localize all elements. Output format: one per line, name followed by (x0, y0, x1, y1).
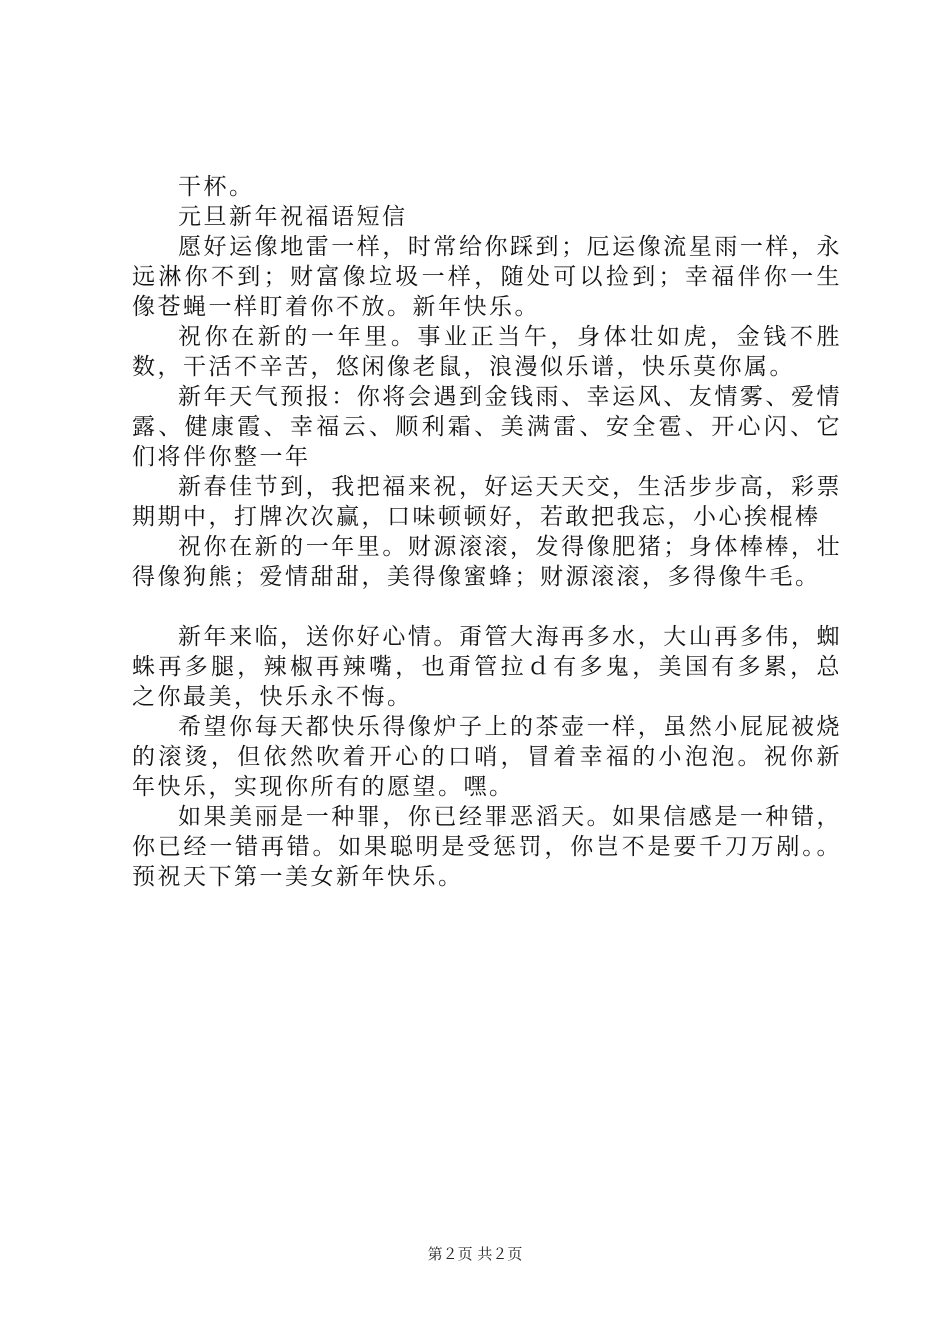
section-heading: 元旦新年祝福语短信 (178, 204, 408, 230)
paragraph-spring-festival: 新春佳节到，我把福来祝，好运天天交，生活步步高，彩票期期中，打牌次次赢，口味顿顿好，若敢把我忘，小心挨棍棒 (132, 474, 842, 530)
paragraph-teapot: 希望你每天都快乐得像炉子上的茶壶一样，虽然小屁屁被烧的滚烫，但依然吹着开心的口哨，冒着幸福的小泡泡。祝你新年快乐，实现你所有的愿望。嘿。 (132, 714, 842, 800)
paragraph-cheers: 干杯。 (178, 174, 255, 200)
document-body (132, 172, 842, 892)
paragraph-career: 祝你在新的一年里。事业正当午，身体壮如虎，金钱不胜数，干活不辛苦，悠闲像老鼠，浪漫似乐谱，快乐莫你属。 (132, 324, 842, 380)
paragraph-good-mood: 新年来临，送你好心情。甭管大海再多水，大山再多伟，蜘蛛再多腿，辣椒再辣嘴，也甭管拉ｄ有多鬼，美国有多累，总之你最美，快乐永不悔。 (132, 624, 842, 710)
page-number-footer: 第２页 共２页 (427, 1245, 523, 1263)
paragraph-wealth: 祝你在新的一年里。财源滚滚，发得像肥猪；身体棒棒，壮得像狗熊；爱情甜甜，美得像蜜蜂；财源滚滚，多得像牛毛。 (132, 534, 842, 590)
paragraph-luck: 愿好运像地雷一样，时常给你踩到；厄运像流星雨一样，永远淋你不到；财富像垃圾一样，随处可以捡到；幸福伴你一生像苍蝇一样盯着你不放。新年快乐。 (132, 234, 842, 320)
paragraph-beauty: 如果美丽是一种罪，你已经罪恶滔天。如果信感是一种错，你已经一错再错。如果聪明是受惩罚，你岂不是要千刀万剐。。预祝天下第一美女新年快乐。 (132, 804, 842, 890)
paragraph-weather: 新年天气预报：你将会遇到金钱雨、幸运风、友情雾、爱情露、健康霞、幸福云、顺利霜、美满雷、安全雹、开心闪、它们将伴你整一年 (132, 384, 842, 470)
